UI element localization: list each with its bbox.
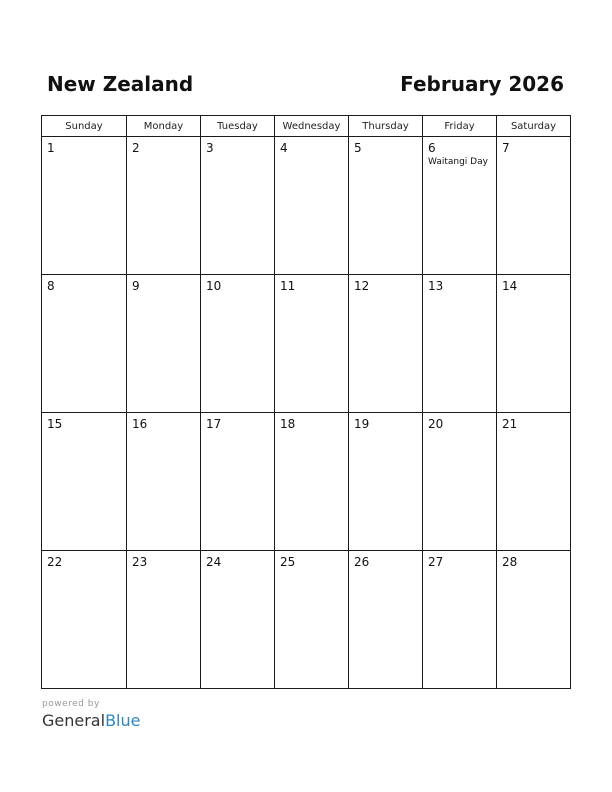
day-cell [201,413,275,551]
day-cell [349,137,423,275]
day-cell [423,137,497,275]
generalblue-logo[interactable] [42,711,140,731]
day-number: 6 [428,141,436,155]
day-cell [423,275,497,413]
day-cell [275,413,349,551]
day-cell [275,137,349,275]
day-cell [127,137,201,275]
day-number: 1 [47,141,55,155]
day-number: 27 [428,555,444,569]
logo-text-general: General [42,711,106,730]
day-number: 5 [354,141,362,155]
day-number: 11 [280,279,296,293]
day-cell [497,275,571,413]
weekday-thursday: Thursday [349,116,423,137]
day-number: 10 [206,279,222,293]
day-cell [349,413,423,551]
day-cell [127,551,201,689]
day-number: 16 [132,417,148,431]
day-number: 20 [428,417,444,431]
powered-by-label: powered by [42,699,100,709]
day-number: 4 [280,141,288,155]
day-cell [42,137,127,275]
holiday-label: Waitangi Day [428,157,488,167]
day-number: 24 [206,555,222,569]
day-cell [275,275,349,413]
weekday-sunday: Sunday [42,116,127,137]
day-cell [349,275,423,413]
weekday-monday: Monday [127,116,201,137]
weekday-header-row [42,116,571,137]
day-cell [201,551,275,689]
day-cell [497,413,571,551]
day-cell [42,413,127,551]
logo-text-blue: Blue [105,711,141,730]
day-cell [42,551,127,689]
day-number: 22 [47,555,63,569]
weekday-wednesday: Wednesday [275,116,349,137]
day-number: 28 [502,555,518,569]
day-number: 9 [132,279,140,293]
day-cell [201,137,275,275]
day-number: 19 [354,417,370,431]
day-number: 14 [502,279,518,293]
day-number: 23 [132,555,148,569]
day-number: 21 [502,417,518,431]
day-number: 17 [206,417,222,431]
day-number: 18 [280,417,296,431]
day-cell [497,137,571,275]
calendar-grid [41,115,571,689]
day-number: 25 [280,555,296,569]
day-cell [275,551,349,689]
day-cell [349,551,423,689]
weekday-tuesday: Tuesday [201,116,275,137]
day-number: 2 [132,141,140,155]
day-cell [497,551,571,689]
day-cell [423,551,497,689]
week-row [42,137,571,275]
day-cell [423,413,497,551]
week-row [42,275,571,413]
weekday-saturday: Saturday [497,116,571,137]
week-row [42,413,571,551]
day-number: 3 [206,141,214,155]
week-row [42,551,571,689]
day-number: 7 [502,141,510,155]
country-title: New Zealand [47,72,194,96]
day-number: 13 [428,279,444,293]
footer-branding [42,699,140,731]
day-cell [42,275,127,413]
day-number: 15 [47,417,63,431]
month-year-title: February 2026 [400,72,564,96]
day-number: 26 [354,555,370,569]
weekday-friday: Friday [423,116,497,137]
day-cell [201,275,275,413]
day-cell [127,413,201,551]
day-number: 12 [354,279,370,293]
day-number: 8 [47,279,55,293]
day-cell [127,275,201,413]
